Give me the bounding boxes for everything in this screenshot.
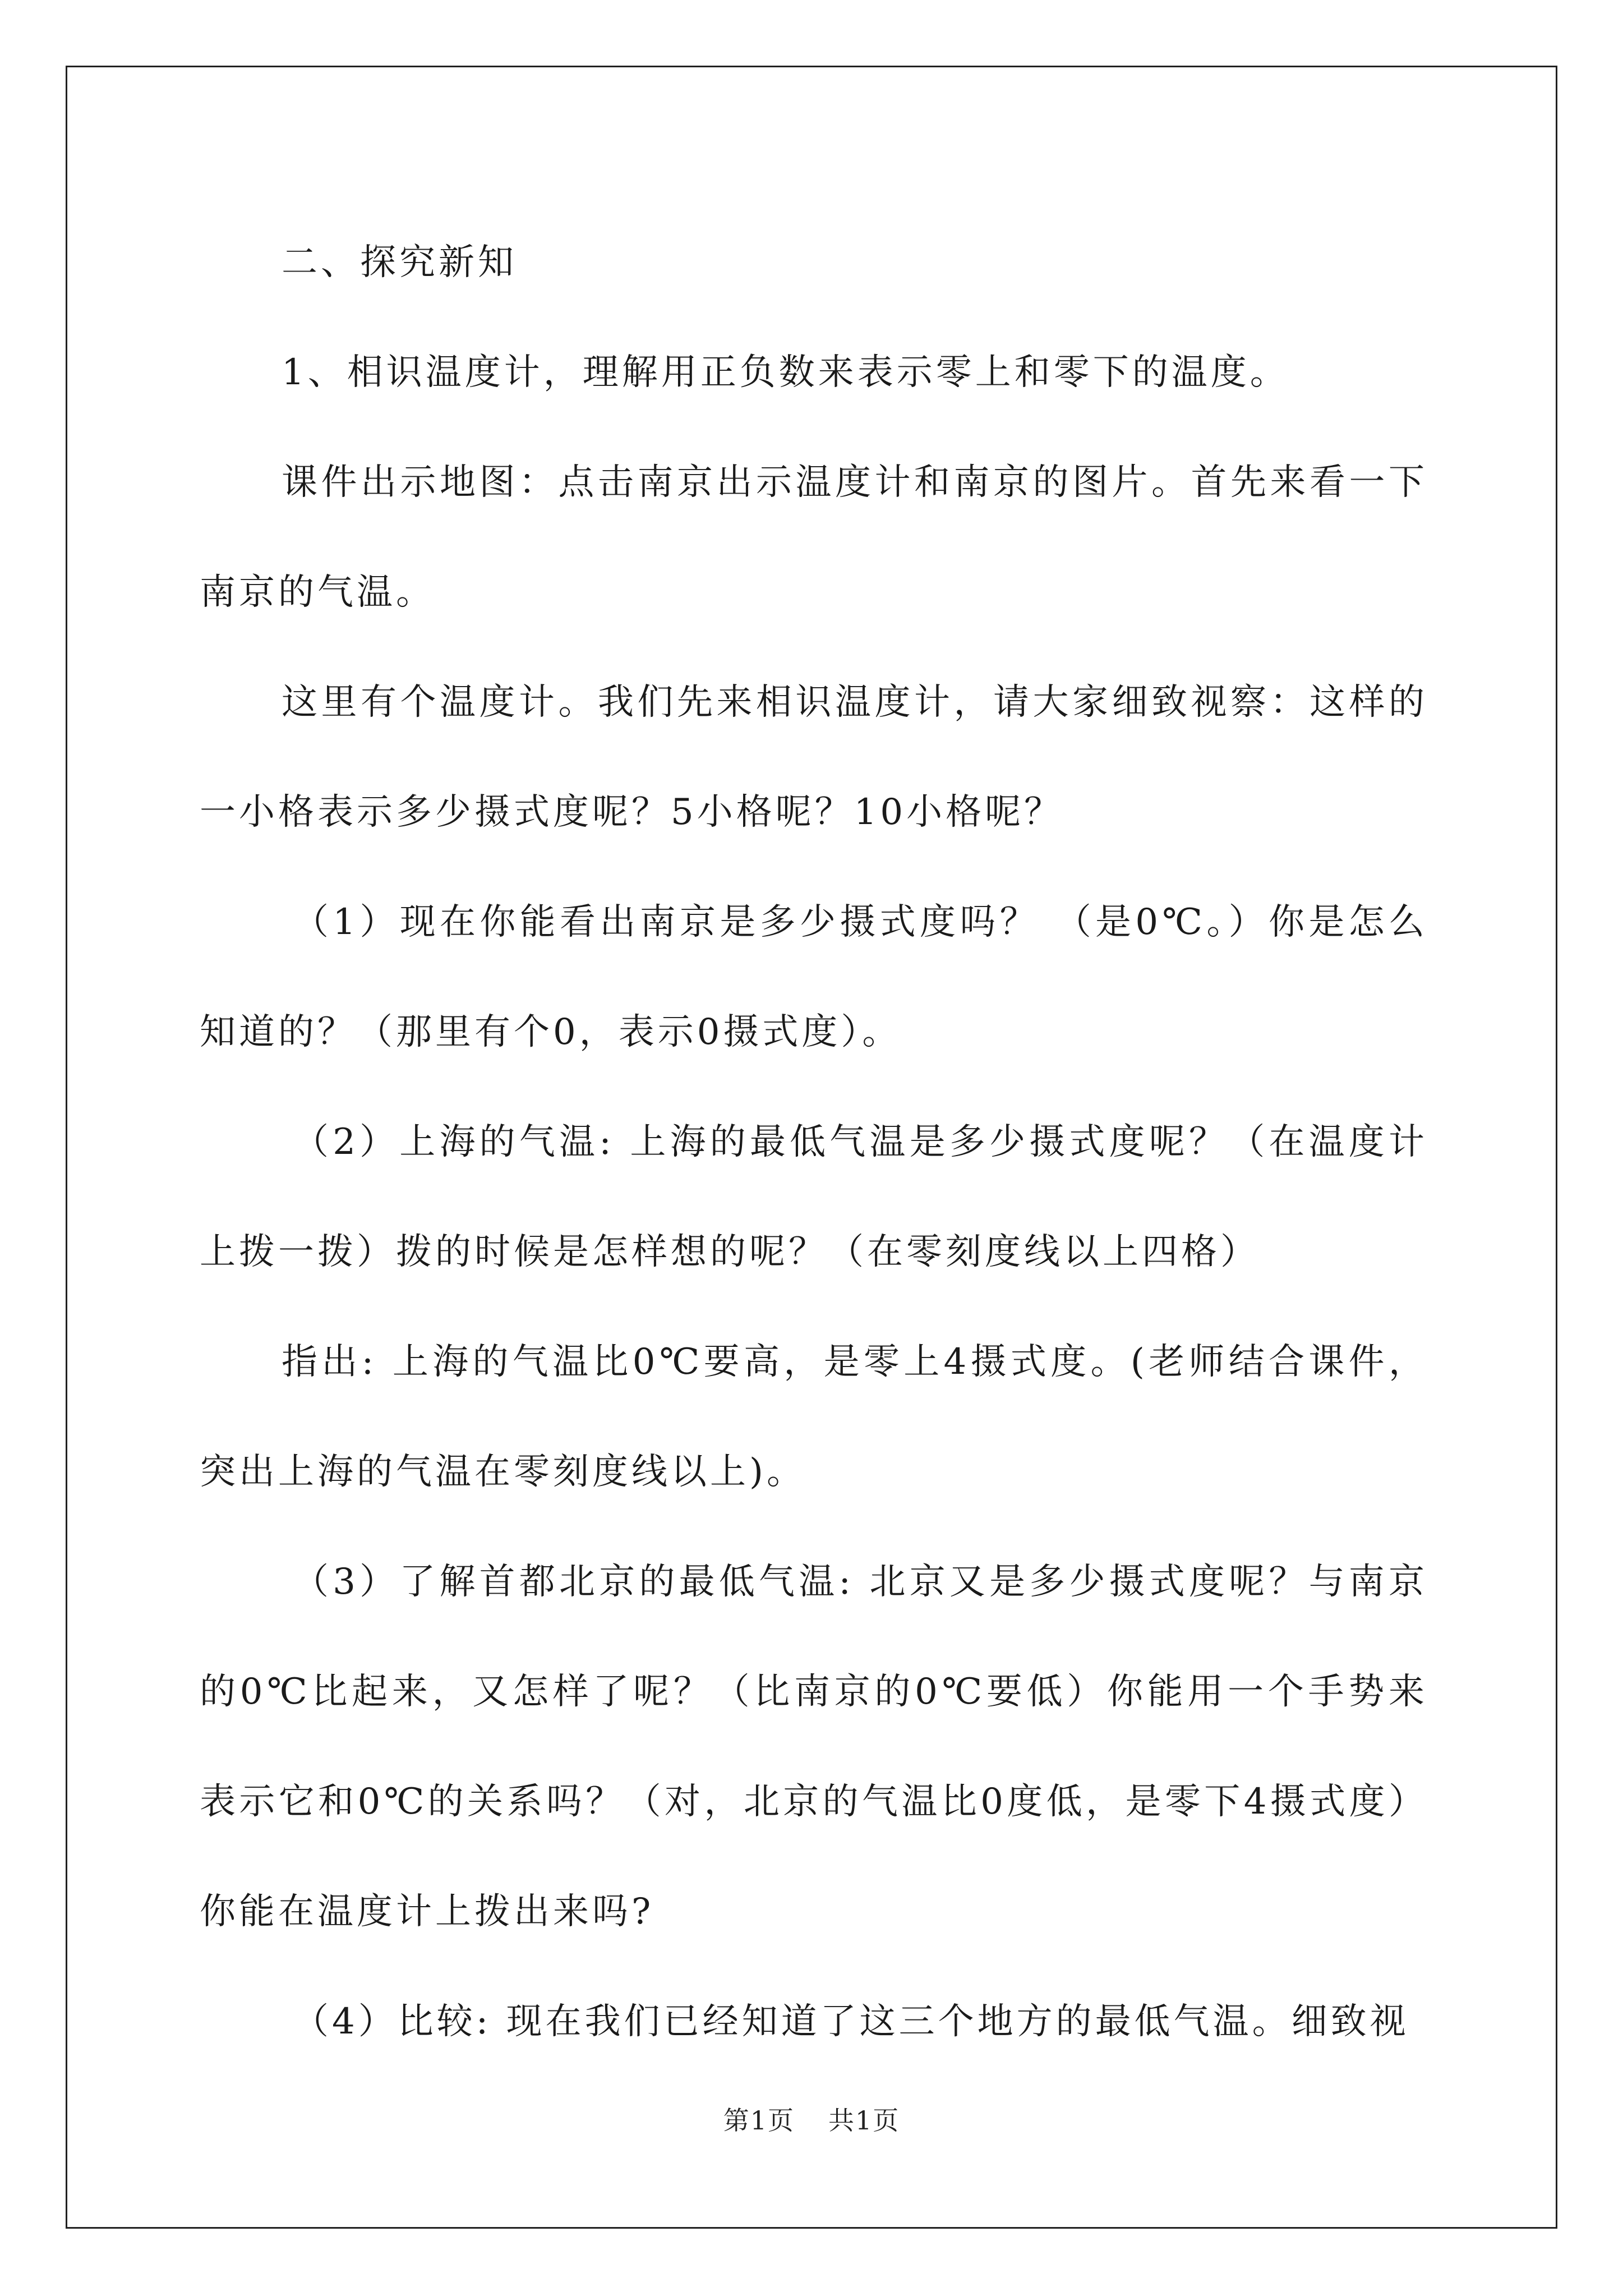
page-footer bbox=[0, 2100, 1623, 2137]
paragraph: 指出: 上海的气温比0℃要高，是零上4摄式度。(老师结合课件，突出上海的气温在零刻度线以上)。 bbox=[200, 1341, 1428, 1493]
section-heading: 二、探究新知 bbox=[282, 242, 517, 283]
document-body bbox=[200, 208, 1428, 2077]
page-total: 共1页 bbox=[828, 2105, 900, 2136]
paragraph: （3）了解首都北京的最低气温: 北京又是多少摄式度呢？与南京的0℃比起来，又怎样了呢？（比南京的0℃要低）你能用一个手势来表示它和0℃的关系吗？（对，北京的气温比0度低，是零下4摄式度）你能在温度计上拨出来吗? bbox=[200, 1561, 1428, 1932]
paragraph: （4）比较: 现在我们已经知道了这三个地方的最低气温。细致视 bbox=[293, 2001, 1409, 2042]
paragraph: 1、相识温度计，理解用正负数来表示零上和零下的温度。 bbox=[282, 352, 1289, 393]
paragraph: 课件出示地图：点击南京出示温度计和南京的图片。首先来看一下南京的气温。 bbox=[200, 462, 1428, 613]
paragraph: （1）现在你能看出南京是多少摄式度吗？ （是0℃。）你是怎么知道的？（那里有个0，表示0摄式度）。 bbox=[200, 901, 1428, 1053]
paragraph: 这里有个温度计。我们先来相识温度计，请大家细致视察：这样的一小格表示多少摄式度呢？5小格呢？10小格呢？ bbox=[200, 682, 1428, 833]
page-number: 第1页 bbox=[723, 2105, 795, 2136]
paragraph: （2）上海的气温: 上海的最低气温是多少摄式度呢？（在温度计上拨一拨）拨的时候是怎样想的呢？（在零刻度线以上四格） bbox=[200, 1121, 1428, 1273]
